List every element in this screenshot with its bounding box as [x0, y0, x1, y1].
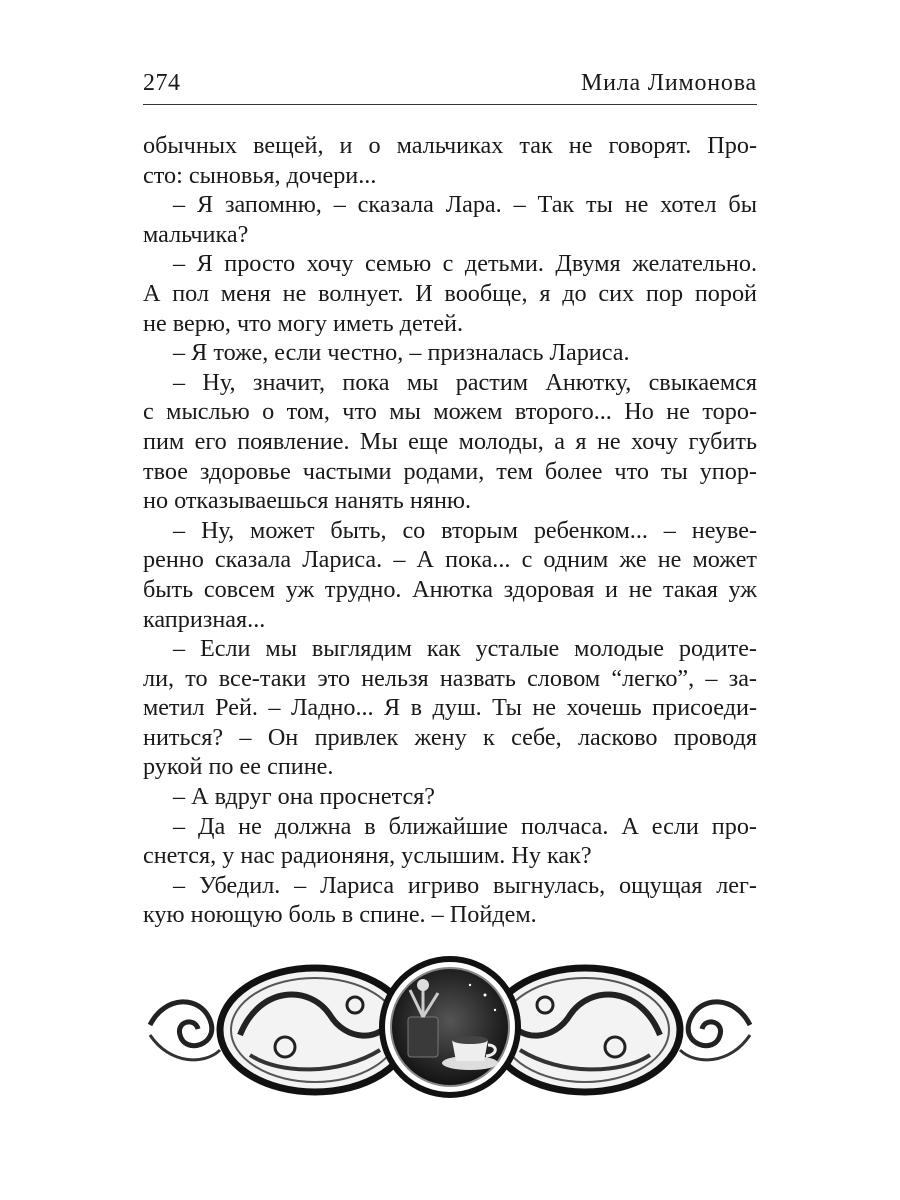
text-line: – Я просто хочу семью с детьми. Двумя желательно.	[173, 250, 757, 278]
text-line: ли, то все-таки это нельзя назвать словом “легко”, – за-	[143, 664, 757, 692]
text-line: твое здоровье частыми родами, тем более что ты упор-	[143, 457, 757, 485]
page-number: 274	[143, 70, 181, 96]
header-rule	[143, 104, 757, 105]
text-line: – Да не должна в ближайшие полчаса. А если про-	[173, 812, 757, 840]
text-line: снется, у нас радионяня, услышим. Ну как?	[143, 842, 592, 870]
text-line: ниться? – Он привлек жену к себе, ласково проводя	[143, 723, 757, 751]
text-line: рукой по ее спине.	[143, 753, 334, 781]
text-line: ренно сказала Лариса. – А пока... с одним же не может	[143, 546, 757, 574]
text-line: – Убедил. – Лариса игриво выгнулась, ощущая лег-	[173, 871, 757, 899]
text-line: капризная...	[143, 605, 266, 633]
text-line: не верю, что могу иметь детей.	[143, 309, 463, 337]
text-line: – Я тоже, если честно, – призналась Лариса.	[173, 339, 630, 367]
text-line: с мыслью о том, что мы можем второго... Но не торо-	[143, 398, 757, 426]
floral-divider-icon	[140, 955, 760, 1105]
text-line: но отказываешься нанять няню.	[143, 487, 472, 515]
text-line: быть совсем уж трудно. Анютка здоровая и не такая уж	[143, 575, 757, 603]
text-line: метил Рей. – Ладно... Я в душ. Ты не хочешь присоеди-	[143, 694, 757, 722]
running-header	[143, 70, 757, 100]
running-author: Мила Лимонова	[580, 70, 757, 96]
text-line: – Ну, значит, пока мы растим Анютку, свыкаемся	[173, 368, 757, 396]
text-line: мальчика?	[143, 220, 249, 248]
text-line: – Ну, может быть, со вторым ребенком... – неуве-	[173, 516, 757, 544]
text-line: А пол меня не волнует. И вообще, я до сих пор порой	[143, 279, 757, 307]
text-line: пим его появление. Мы еще молоды, а я не хочу губить	[143, 427, 757, 455]
text-line: обычных вещей, и о мальчиках так не говорят. Про-	[143, 132, 757, 159]
text-line: – Если мы выглядим как усталые молодые родите-	[173, 635, 757, 663]
text-line: – А вдруг она проснется?	[173, 783, 436, 811]
text-line: – Я запомню, – сказала Лара. – Так ты не хотел бы	[173, 191, 757, 219]
text-line: сто: сыновья, дочери...	[143, 161, 377, 189]
body-text	[143, 131, 757, 930]
text-line: кую ноющую боль в спине. – Пойдем.	[143, 901, 537, 929]
